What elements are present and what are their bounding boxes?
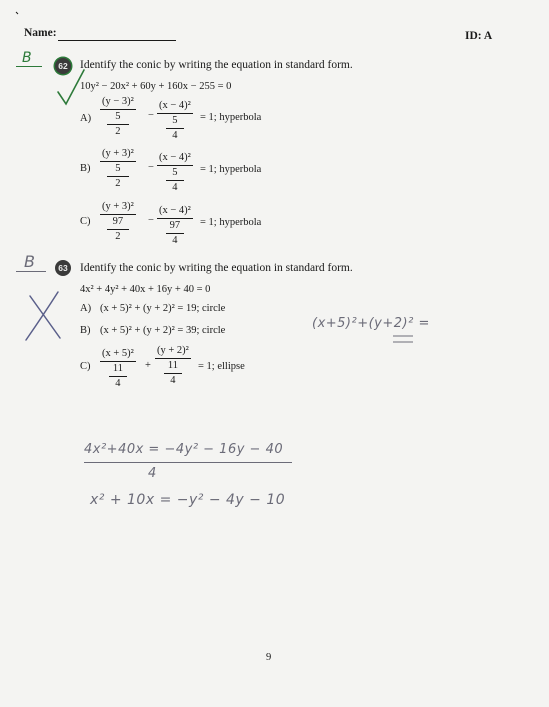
question-number-63: 63 <box>55 260 71 276</box>
name-label: Name: <box>24 27 57 39</box>
option-63-b-letter: B) <box>80 325 91 336</box>
option-63-c-letter: C) <box>80 361 91 372</box>
handwritten-work-line-2: x² + 10x = −y² − 4y − 10 <box>90 492 286 508</box>
question-62-prompt: Identify the conic by writing the equation in standard form. <box>80 59 353 71</box>
option-62-c-frac2: (x − 4)² 97 4 <box>159 205 191 247</box>
option-62-b-letter: B) <box>80 163 91 174</box>
cross-mark-icon <box>26 292 60 340</box>
option-62-b-result: = 1; hyperbola <box>200 164 262 175</box>
page-number: 9 <box>266 652 272 663</box>
handwritten-work-line-1: 4x²+40x = −4y² − 16y − 40 <box>84 442 284 457</box>
handwritten-work-denominator: 4 <box>148 466 157 481</box>
option-62-a-frac1: (y − 3)² 5 2 <box>102 96 134 138</box>
id-label: ID: A <box>465 30 493 42</box>
question-63-prompt: Identify the conic by writing the equation in standard form. <box>80 262 353 274</box>
option-63-c-frac1: (x + 5)² 11 4 <box>102 348 134 390</box>
speck-mark-icon <box>16 12 18 14</box>
option-63-c-frac2: (y + 2)² 11 4 <box>157 345 189 387</box>
option-63-a-letter: A) <box>80 303 92 314</box>
minus-sign: − <box>148 215 154 226</box>
option-63-b-text: (x + 5)² + (y + 2)² = 39; circle <box>100 325 226 336</box>
question-62-equation: 10y² − 20x² + 60y + 160x − 255 = 0 <box>80 81 232 92</box>
option-62-c-frac1: (y + 3)² 97 2 <box>102 201 134 243</box>
option-62-c-result: = 1; hyperbola <box>200 217 262 228</box>
handwritten-answer-63: B <box>24 252 36 271</box>
option-62-b-frac1: (y + 3)² 5 2 <box>102 148 134 190</box>
option-62-c-letter: C) <box>80 216 91 227</box>
option-62-a-letter: A) <box>80 113 92 124</box>
equals-underline-icon <box>393 336 413 342</box>
option-62-a-result: = 1; hyperbola <box>200 112 262 123</box>
question-number-62: 62 <box>55 58 71 74</box>
minus-sign: − <box>148 110 154 121</box>
plus-sign: + <box>145 360 151 371</box>
option-62-b-frac2: (x − 4)² 5 4 <box>159 152 191 194</box>
minus-sign: − <box>148 162 154 173</box>
option-63-c-result: = 1; ellipse <box>198 361 245 372</box>
question-63-equation: 4x² + 4y² + 40x + 16y + 40 = 0 <box>80 284 211 295</box>
checkmark-icon <box>58 70 84 104</box>
option-62-a-frac2: (x − 4)² 5 4 <box>159 100 191 142</box>
handwritten-answer-62: B <box>22 50 33 66</box>
option-63-a-text: (x + 5)² + (y + 2)² = 19; circle <box>100 303 226 314</box>
handwritten-side-note: (x+5)²+(y+2)² = <box>312 316 430 331</box>
